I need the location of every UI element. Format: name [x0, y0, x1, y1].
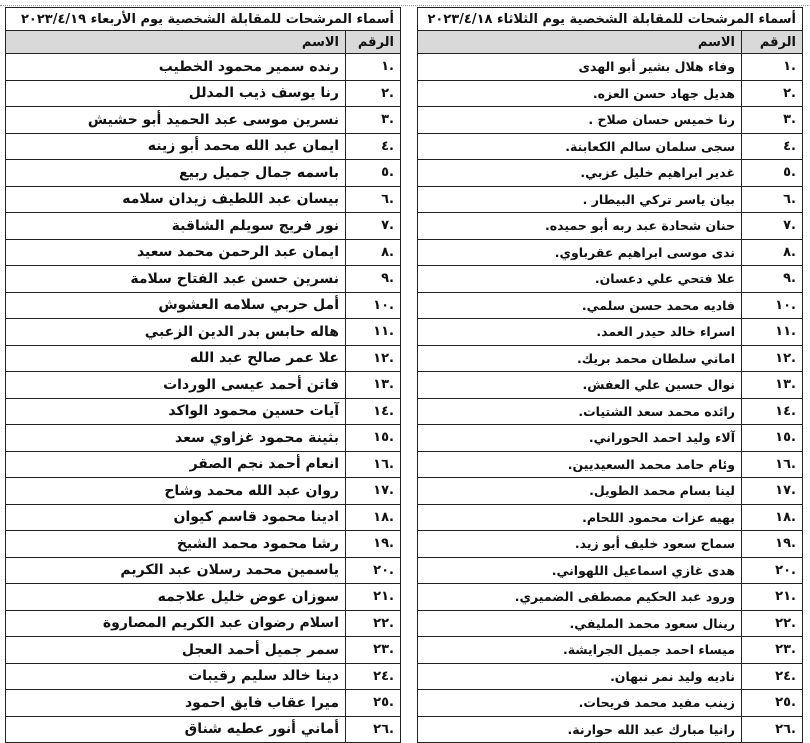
- row-number: .٢٠: [346, 557, 401, 584]
- row-number: .٧: [346, 213, 401, 240]
- row-number: .١٤: [346, 398, 401, 425]
- candidate-name: هدى غازي اسماعيل اللهواني.: [418, 557, 742, 584]
- row-number: .١٧: [742, 478, 803, 505]
- row-number: .٤: [346, 133, 401, 160]
- row-number: .١٠: [346, 292, 401, 319]
- row-number: .١٢: [346, 345, 401, 372]
- column-header-name: الاسم: [6, 31, 346, 54]
- row-number: .٢٦: [742, 716, 803, 743]
- candidate-name: وئام حامد محمد السعيديين.: [418, 451, 742, 478]
- table-row: [6, 637, 401, 664]
- column-header-number: الرقم: [346, 31, 401, 54]
- table-row: [6, 557, 401, 584]
- candidate-name: بيسان عبد اللطيف زيدان سلامه: [6, 186, 346, 213]
- table-row: [418, 610, 803, 637]
- table-row: [418, 160, 803, 187]
- candidate-name: حنان شحادة عبد ربه أبو حميده.: [418, 213, 742, 240]
- candidate-name: رائده محمد سعد الشتيات.: [418, 398, 742, 425]
- table-title: أسماء المرشحات للمقابلة الشخصية يوم الثلاثاء ٢٠٢٣/٤/١٨: [418, 8, 803, 31]
- table-row: [418, 451, 803, 478]
- column-header-name: الاسم: [418, 31, 742, 54]
- table-row: [418, 292, 803, 319]
- candidate-name: سجى سلمان سالم الكعابنة.: [418, 133, 742, 160]
- table-row: [6, 504, 401, 531]
- table-row: [418, 425, 803, 452]
- row-number: .٢٣: [346, 637, 401, 664]
- table-row: [6, 398, 401, 425]
- candidate-name: فاديه محمد حسن سلمي.: [418, 292, 742, 319]
- candidate-name: نوال حسين علي العفش.: [418, 372, 742, 399]
- row-number: .٥: [742, 160, 803, 187]
- table-row: [6, 160, 401, 187]
- table-row: [6, 531, 401, 558]
- table-row: [418, 584, 803, 611]
- candidate-name: انعام أحمد نجم الصقر: [6, 451, 346, 478]
- row-number: .٢٥: [346, 690, 401, 717]
- candidate-name: رنا يوسف ذيب المدلل: [6, 80, 346, 107]
- top-cropped-strip: [0, 0, 810, 6]
- table-row: [6, 610, 401, 637]
- candidate-name: علا فتحي علي دعسان.: [418, 266, 742, 293]
- candidate-name: ندى موسى ابراهيم عقرباوي.: [418, 239, 742, 266]
- row-number: .٨: [346, 239, 401, 266]
- row-number: .١٦: [346, 451, 401, 478]
- candidate-name: باسمه جمال جميل ربيع: [6, 160, 346, 187]
- candidate-name: اماني سلطان محمد بريك.: [418, 345, 742, 372]
- row-number: .٢٣: [742, 637, 803, 664]
- row-number: .١٥: [346, 425, 401, 452]
- candidate-name: زينب مفيد محمد فريحات.: [418, 690, 742, 717]
- table-row: [418, 239, 803, 266]
- candidate-name: سوزان عوض خليل علاجمه: [6, 584, 346, 611]
- table-row: [6, 319, 401, 346]
- table-row: [418, 266, 803, 293]
- row-number: .١٣: [742, 372, 803, 399]
- candidate-name: بهيه عزات محمود اللحام.: [418, 504, 742, 531]
- table-row: [6, 239, 401, 266]
- row-number: .٢٠: [742, 557, 803, 584]
- table-row: [418, 531, 803, 558]
- table-row: [6, 133, 401, 160]
- candidate-name: أمل حربي سلامه العشوش: [6, 292, 346, 319]
- candidate-name: آلاء وليد احمد الحوراني.: [418, 425, 742, 452]
- table-row: [6, 663, 401, 690]
- candidate-name: ورود عبد الحكيم مصطفى الضميري.: [418, 584, 742, 611]
- row-number: .٢: [742, 80, 803, 107]
- table-row: [418, 716, 803, 743]
- candidate-name: ياسمين محمد رسلان عبد الكريم: [6, 557, 346, 584]
- candidate-name: رنا خميس حسان صلاح .: [418, 107, 742, 134]
- row-number: .١٩: [346, 531, 401, 558]
- candidate-name: علا عمر صالح عبد الله: [6, 345, 346, 372]
- candidate-name: رينال سعود محمد المليفي.: [418, 610, 742, 637]
- candidate-name: اسلام رضوان عبد الكريم المصاروة: [6, 610, 346, 637]
- candidate-name: أماني أنور عطيه شناق: [6, 716, 346, 743]
- candidate-name: رشا محمود محمد الشيخ: [6, 531, 346, 558]
- row-number: .١١: [742, 319, 803, 346]
- candidate-name: هاله حابس بدر الدين الزعبي: [6, 319, 346, 346]
- candidate-name: اسراء خالد حيدر العمد.: [418, 319, 742, 346]
- table-row: [418, 186, 803, 213]
- row-number: .٩: [742, 266, 803, 293]
- candidate-name: بيان ياسر تركي البيطار .: [418, 186, 742, 213]
- row-number: .١٦: [742, 451, 803, 478]
- candidate-name: ادينا محمود قاسم كيوان: [6, 504, 346, 531]
- table-row: [6, 425, 401, 452]
- row-number: .١٠: [742, 292, 803, 319]
- row-number: .٩: [346, 266, 401, 293]
- row-number: .١٤: [742, 398, 803, 425]
- table-row: [418, 504, 803, 531]
- table-row: [418, 557, 803, 584]
- table-row: [6, 584, 401, 611]
- table-row: [6, 213, 401, 240]
- table-row: [418, 398, 803, 425]
- row-number: .٢٥: [742, 690, 803, 717]
- candidate-name: نسرين حسن عبد الفتاح سلامة: [6, 266, 346, 293]
- candidate-name: لينا بسام محمد الطويل.: [418, 478, 742, 505]
- table-body: [418, 54, 803, 743]
- row-number: .١٥: [742, 425, 803, 452]
- table-row: [6, 292, 401, 319]
- row-number: .٥: [346, 160, 401, 187]
- row-number: .٢٤: [742, 663, 803, 690]
- wednesday-candidates-table: [5, 7, 401, 743]
- table-row: [418, 345, 803, 372]
- table-row: [6, 186, 401, 213]
- row-number: .٦: [742, 186, 803, 213]
- row-number: .١٩: [742, 531, 803, 558]
- table-row: [6, 345, 401, 372]
- row-number: .٢١: [346, 584, 401, 611]
- candidate-name: ناديه وليد نمر نبهان.: [418, 663, 742, 690]
- row-number: .٣: [742, 107, 803, 134]
- table-row: [418, 133, 803, 160]
- row-number: .١: [346, 54, 401, 81]
- candidate-name: دينا خالد سليم رقيبات: [6, 663, 346, 690]
- row-number: .١٨: [346, 504, 401, 531]
- table-row: [418, 54, 803, 81]
- candidate-name: نور فريج سويلم الشاقبة: [6, 213, 346, 240]
- table-row: [418, 213, 803, 240]
- candidate-name: ميرا عقاب فايق احمود: [6, 690, 346, 717]
- candidate-name: رنده سمير محمود الخطيب: [6, 54, 346, 81]
- table-row: [418, 690, 803, 717]
- candidate-name: سمر جميل أحمد العجل: [6, 637, 346, 664]
- row-number: .١٧: [346, 478, 401, 505]
- table-row: [418, 372, 803, 399]
- candidate-name: هديل جهاد حسن العزه.: [418, 80, 742, 107]
- row-number: .٤: [742, 133, 803, 160]
- table-row: [6, 690, 401, 717]
- candidate-name: سماح سعود خليف أبو زيد.: [418, 531, 742, 558]
- candidate-name: رانيا مبارك عبد الله حوارنة.: [418, 716, 742, 743]
- row-number: .٧: [742, 213, 803, 240]
- table-row: [6, 107, 401, 134]
- row-number: .٢١: [742, 584, 803, 611]
- table-row: [6, 80, 401, 107]
- row-number: .٢: [346, 80, 401, 107]
- candidate-name: فاتن أحمد عيسى الوردات: [6, 372, 346, 399]
- row-number: .١٣: [346, 372, 401, 399]
- table-row: [6, 478, 401, 505]
- row-number: .٣: [346, 107, 401, 134]
- candidate-name: غدير ابراهيم خليل عزبي.: [418, 160, 742, 187]
- table-row: [418, 637, 803, 664]
- candidate-name: آيات حسين محمود الواكد: [6, 398, 346, 425]
- row-number: .١: [742, 54, 803, 81]
- table-row: [6, 451, 401, 478]
- candidate-name: ايمان عبد الله محمد أبو زينه: [6, 133, 346, 160]
- candidate-name: ايمان عبد الرحمن محمد سعيد: [6, 239, 346, 266]
- row-number: .٨: [742, 239, 803, 266]
- table-row: [6, 54, 401, 81]
- row-number: .٢٢: [346, 610, 401, 637]
- candidate-name: ميساء احمد جميل الجرايشة.: [418, 637, 742, 664]
- row-number: .١٢: [742, 345, 803, 372]
- row-number: .١١: [346, 319, 401, 346]
- table-row: [6, 372, 401, 399]
- row-number: .٢٤: [346, 663, 401, 690]
- table-row: [418, 107, 803, 134]
- row-number: .٢٦: [346, 716, 401, 743]
- table-row: [418, 663, 803, 690]
- candidate-name: بثينة محمود غزاوي سعد: [6, 425, 346, 452]
- table-row: [418, 478, 803, 505]
- candidate-name: وفاء هلال بشير أبو الهدى: [418, 54, 742, 81]
- table-body: [6, 54, 401, 743]
- candidate-name: نسرين موسى عبد الحميد أبو حشيش: [6, 107, 346, 134]
- table-row: [418, 319, 803, 346]
- candidate-name: روان عبد الله محمد وشاح: [6, 478, 346, 505]
- tuesday-candidates-table: [417, 7, 803, 743]
- row-number: .٢٢: [742, 610, 803, 637]
- table-row: [6, 266, 401, 293]
- table-row: [6, 716, 401, 743]
- table-title: أسماء المرشحات للمقابلة الشخصية يوم الأربعاء ٢٠٢٣/٤/١٩: [6, 8, 401, 31]
- table-row: [418, 80, 803, 107]
- row-number: .١٨: [742, 504, 803, 531]
- row-number: .٦: [346, 186, 401, 213]
- column-header-number: الرقم: [742, 31, 803, 54]
